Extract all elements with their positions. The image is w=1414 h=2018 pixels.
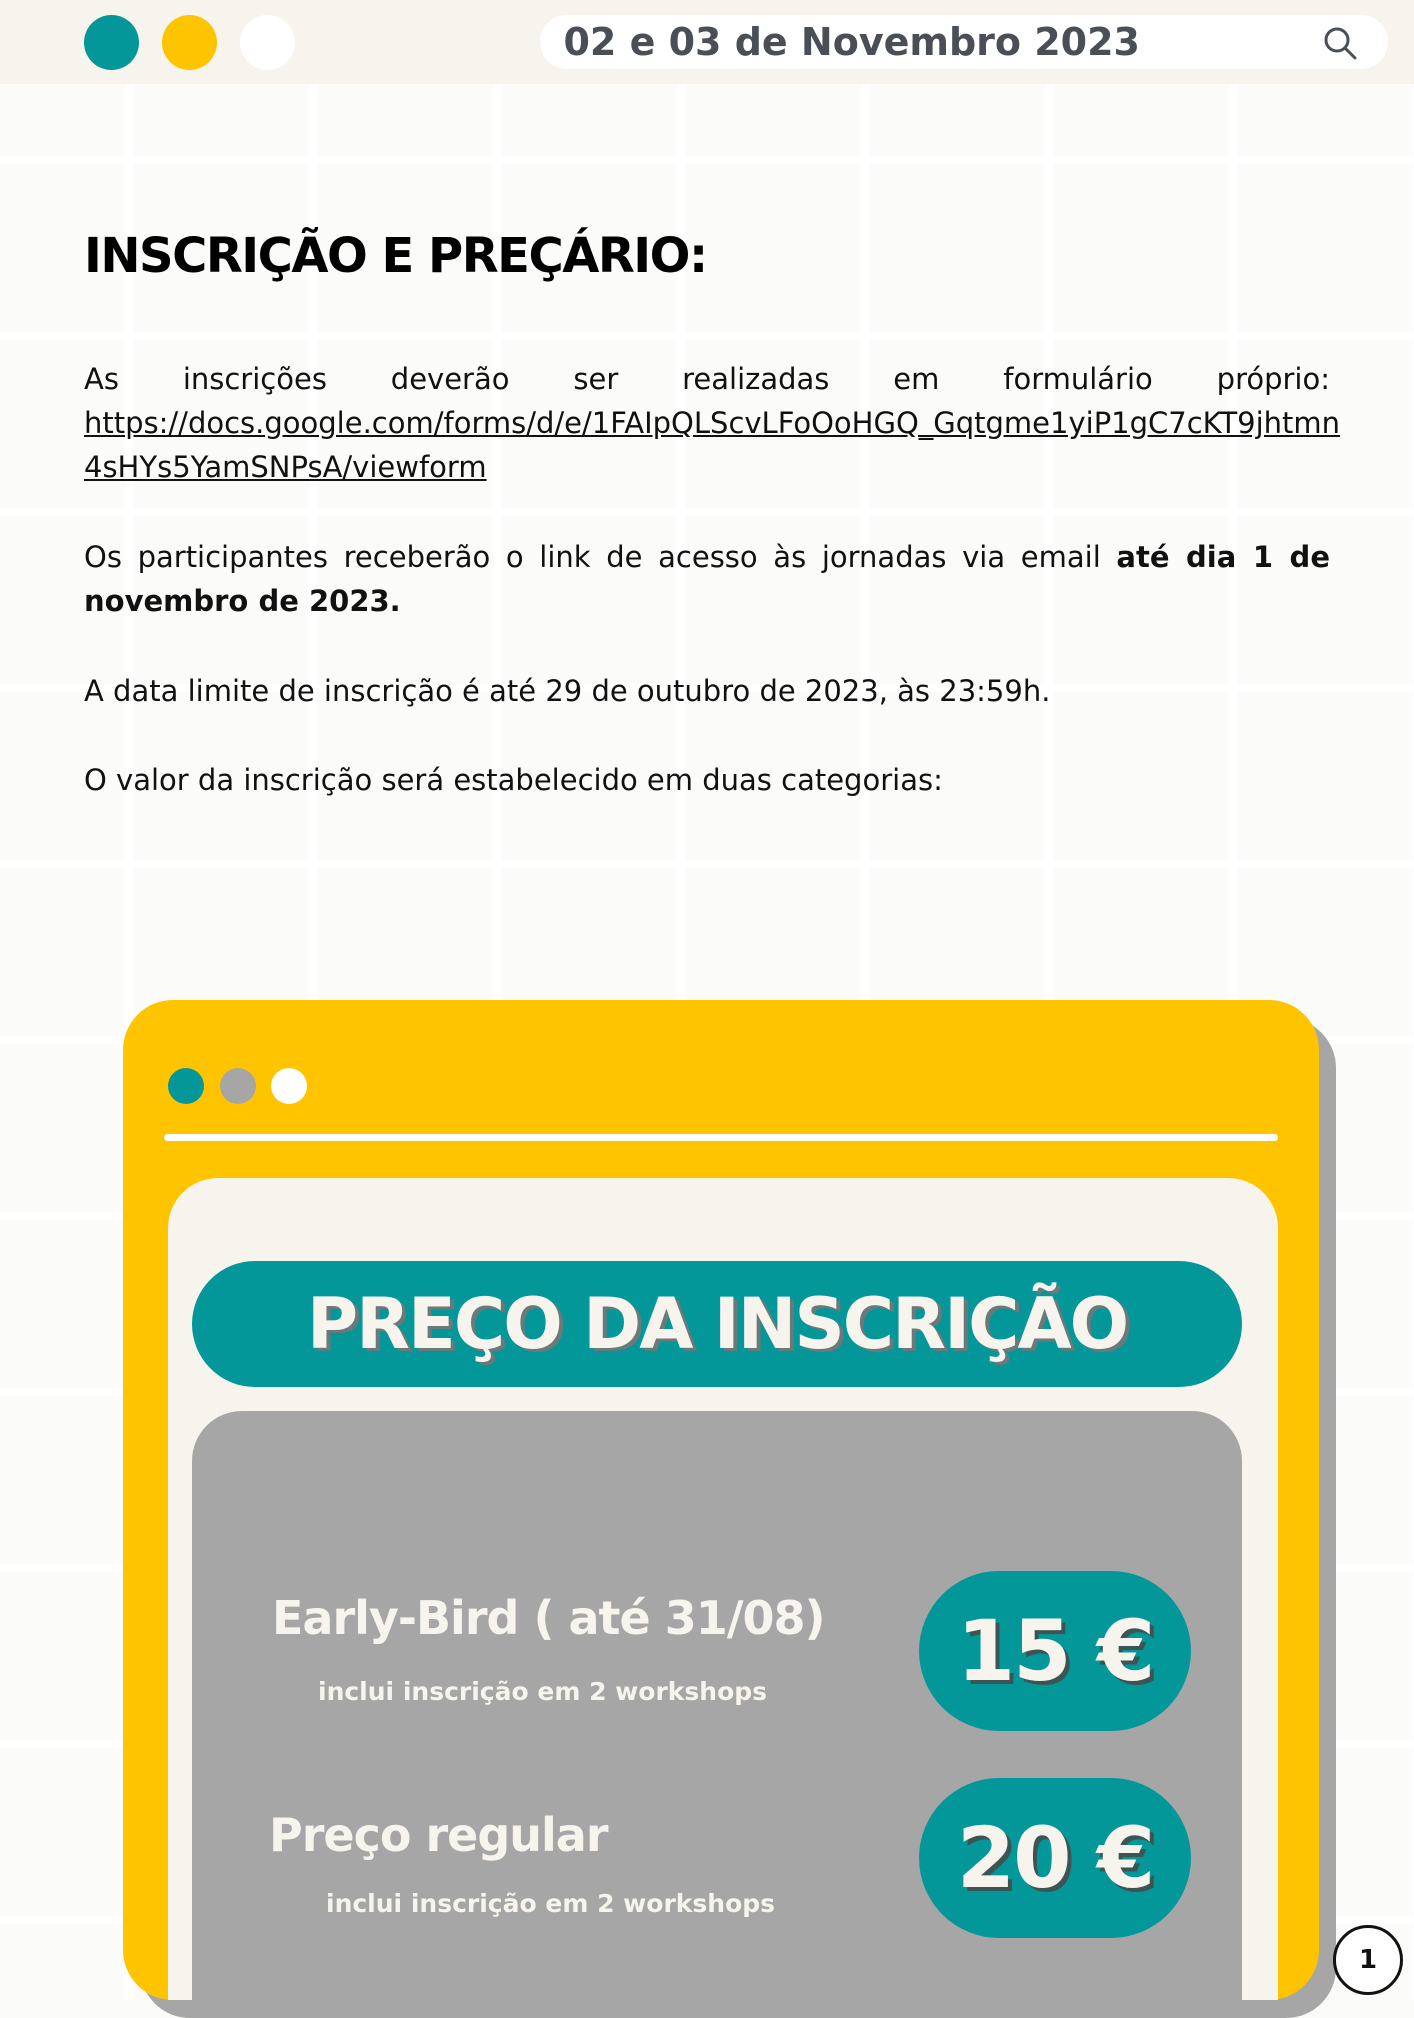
page-number: 1	[1333, 1925, 1403, 1995]
access-link-paragraph	[84, 535, 1330, 623]
window-white-dot	[271, 1068, 307, 1104]
top-bar	[0, 0, 1414, 84]
deadline-paragraph: A data limite de inscrição é até 29 de outubro de 2023, às 23:59h.	[84, 674, 1051, 708]
event-date: 02 e 03 de Novembro 2023	[563, 20, 1140, 64]
early-bird-subtitle: inclui inscrição em 2 workshops	[318, 1677, 768, 1706]
access-link-text: Os participantes receberão o link de acesso às jornadas via email	[84, 540, 1117, 574]
early-bird-price: 15 €	[919, 1571, 1191, 1731]
price-banner: PREÇO DA INSCRIÇÃO	[192, 1261, 1242, 1387]
window-teal-dot	[168, 1068, 204, 1104]
registration-paragraph: As inscrições deverão ser realizadas em formulário próprio:	[84, 362, 1330, 396]
registration-form-link[interactable]: https://docs.google.com/forms/d/e/1FAIpQLScvLFoOoHGQ_Gqtgme1yiP1gC7cKT9jhtmn4sHYs5YamSNPsA/viewform	[84, 406, 1341, 484]
categories-intro: O valor da inscrição será estabelecido em duas categorias:	[84, 763, 943, 797]
regular-price: 20 €	[919, 1778, 1191, 1938]
regular-price-label: Preço regular	[269, 1808, 608, 1862]
window-gray-dot	[220, 1068, 256, 1104]
section-title: INSCRIÇÃO E PREÇÁRIO:	[84, 228, 707, 284]
teal-dot	[84, 15, 139, 70]
white-dot	[240, 15, 295, 70]
early-bird-label: Early-Bird ( até 31/08)	[272, 1591, 825, 1645]
search-bar[interactable]	[540, 15, 1388, 69]
card-divider	[164, 1134, 1278, 1141]
regular-price-subtitle: inclui inscrição em 2 workshops	[326, 1889, 776, 1918]
yellow-dot	[162, 15, 217, 70]
access-link-deadline: até dia 1 de novembro de 2023.	[84, 540, 1330, 618]
search-icon[interactable]	[1322, 25, 1358, 61]
